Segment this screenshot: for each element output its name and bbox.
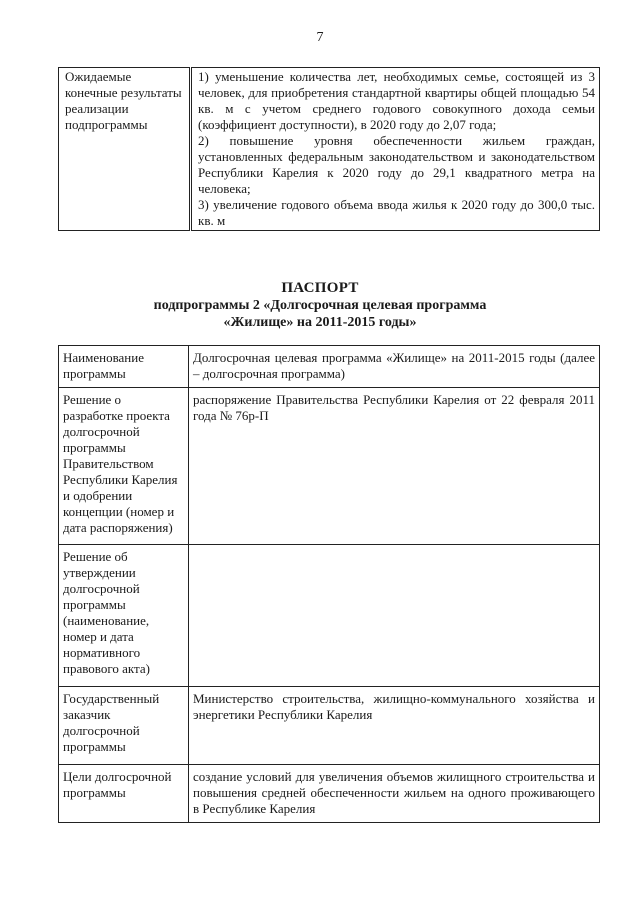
expected-results-row [59, 68, 600, 231]
passport-value-state-customer: Министерство строительства, жилищно-коммунального хозяйства и энергетики Республики Карелия [189, 687, 600, 765]
passport-value-approval-decision [189, 545, 600, 687]
passport-subtitle-line1: подпрограммы 2 «Долгосрочная целевая программа [153, 298, 487, 313]
passport-value-development-decision: распоряжение Правительства Республики Карелия от 22 февраля 2011 года № 76р-П [189, 388, 600, 545]
expected-result-item-2: 2) повышение уровня обеспеченности жильем граждан, установленных федеральным законодательством и законодательством Республики Карелия к 2020 году до 29,1 квадратного метра на человека; [198, 133, 595, 196]
passport-row-approval-decision [59, 545, 600, 687]
passport-label-goals: Цели долгосрочной программы [59, 765, 189, 823]
expected-result-item-3: 3) увеличение годового объема ввода жилья к 2020 году до 300,0 тыс. кв. м [198, 197, 595, 228]
passport-label-state-customer: Государственный заказчик долгосрочной программы [59, 687, 189, 765]
passport-label-development-decision: Решение о разработке проекта долгосрочной программы Правительством Республики Карелия и одобрении концепции (номер и дата распоряжения) [59, 388, 189, 545]
page-number: 7 [316, 30, 324, 45]
passport-row-goals [59, 765, 600, 823]
passport-table [58, 345, 600, 823]
passport-row-state-customer [59, 687, 600, 765]
passport-value-goals: создание условий для увеличения объемов жилищного строительства и повышения средней обеспеченности жильем на одного проживающего в Республике Карелия [189, 765, 600, 823]
expected-results-label: Ожидаемые конечные результаты реализации подпрограммы [59, 68, 191, 231]
passport-title: ПАСПОРТ [281, 280, 359, 296]
passport-row-program-name [59, 346, 600, 388]
expected-results-table [58, 67, 600, 231]
passport-value-program-name: Долгосрочная целевая программа «Жилище» на 2011-2015 годы (далее – долгосрочная программа) [189, 346, 600, 388]
passport-label-approval-decision: Решение об утверждении долгосрочной программы (наименование, номер и дата нормативного правового акта) [59, 545, 189, 687]
passport-label-program-name: Наименование программы [59, 346, 189, 388]
passport-subtitle-line2: «Жилище» на 2011-2015 годы» [223, 315, 417, 330]
expected-result-item-1: 1) уменьшение количества лет, необходимых семье, состоящей из 3 человек, для приобретения стандартной квартиры общей площадью 54 кв. м с учетом среднего годового совокупного дохода семьи (коэффициент доступности), в 2020 году до 2,07 года; [198, 69, 595, 132]
expected-results-value [191, 68, 600, 231]
passport-row-development-decision [59, 388, 600, 545]
